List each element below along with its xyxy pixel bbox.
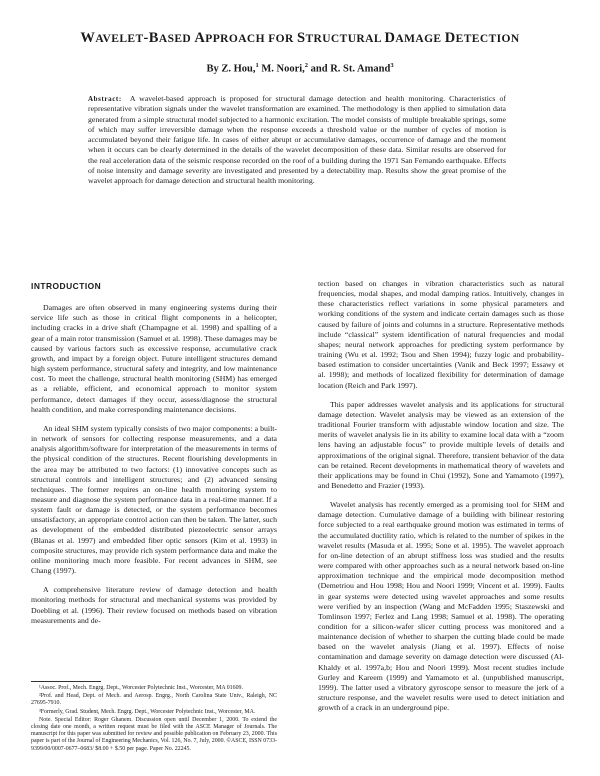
author-3-mark: 3 [390,62,394,69]
abstract-text: A wavelet-based approach is proposed for structural damage detection and health monitoring. Characteristics of representative vibration signals under the wavelet transformation are examined. The methodology is then applied to simulation data generated from a simple structural model subjected to a harmonic excitation. The model consists of multiple breakable springs, some of which may suffer irreversible damage when the response exceeds a threshold value or the number of cycles of motion is accumulated beyond their fatigue life. In cases of either abrupt or accumulative damages, occurrence of damage and the moment when it occurs can be clearly determined in the details of the wavelet decomposition of these data. Similar results are observed for the real acceleration data of the seismic response recorded on the roof of a building during the 1971 San Fernando earthquake. Effects of noise intensity and damage severity are investigated and presented by a detectability map. Results show the great promise of the wavelet approach for damage detection and structural health monitoring. [88,94,507,186]
author-2: M. Noori, [258,63,305,75]
author-line [0,62,600,75]
footnote: ²Prof. and Head, Dept. of Mech. and Aerosp. Engrg., North Carolina State Univ., Raleigh, NC 27695-7910. [31,693,277,707]
body-paragraph: An ideal SHM system typically consists of two major components: a built-in network of sensors for collecting response measurements, and a data analysis algorithm/software for interpretation of the measurements in terms of the physical condition of the structures. Recent flourishing developments in the area may be attributed to two factors: (1) innovative concepts such as structural controls and intelligent structures; and (2) advanced sensing techniques. The former requires an on-line health monitoring system to measure and diagnose the system performance data in a real-time manner. If a system fault or damage is detected, or the system performance becomes unsatisfactory, an appropriate control action can then be taken. The latter, such as development of the embedded distributed piezoelectric sensor arrays (Blanas et al. 1997) and embedded fiber optic sensors (Kim et al. 1993) in composite structures, may provide rich system performance data and make the online monitoring much more feasible. For recent advances in SHM, see Chang (1997). [31,423,277,576]
body-paragraph: A comprehensive literature review of damage detection and health monitoring methods for structural and mechanical systems was provided by Doebling et al. (1996). Their review focused on methods based on vibration measurements and de- [31,585,277,625]
abstract [88,94,506,187]
footnote-divider [31,681,101,682]
abstract-label: Abstract: [88,95,122,103]
left-column [31,281,277,635]
right-column [318,279,564,722]
body-paragraph: Wavelet analysis has recently emerged as a promising tool for SHM and damage detection. Cumulative damage of a building with bilinear restoring force subjected to a real earthquake ground motion was estimated in terms of the accumulated ductility ratio, which is related to the number of spikes in the wavelet results (Masuda et al. 1995; Sone et al. 1995). The wavelet approach for on-line detection of an abrupt stiffness loss was studied and the results were compared with other approaches such as a neural network based on-line approximation technique and the empirical mode decomposition method (Demetriou and Hou 1998; Hou and Noori 1999; Vincent et al. 1999). Faults in gear systems were detected using wavelet approaches and some results were verified by an inspection (Wang and McFadden 1995; Staszewski and Tomlinson 1997; Ferlez and Lang 1998; Samuel et al. 1998). The operating condition for a silicon-wafer slicer cutting process was monitored and a maintenance decision of whether to sharpen the cutting blade could be made based on the wavelet analysis (Jiang et al. 1997). Effects of noise contamination and damage severity on damage detection were discussed (Al-Khaldy et al. 1997a,b; Hou and Noori 1999). Most recent studies include Gurley and Kareem (1999) and Yamamoto et al. (unpublished manuscript, 1999). The latter used a vibratory gyroscope sensor to measure the jerk of a structure response, and the wavelet results were used to detect initiation and growth of a crack in an underground pipe. [318,500,564,713]
body-paragraph: Damages are often observed in many engineering systems during their service life such as those in critical flight components in a helicopter, including cracks in a drive shaft (Champagne et al. 1998) and spalling of a gear of a main rotor transmission (Samuel et al. 1998). These damages may be caused by various factors such as excessive response, accumulative crack growth, and impact by a foreign object. Future intelligent structures demand high system performance, structural safety and integrity, and low maintenance cost. To meet the challenge, structural health monitoring (SHM) has emerged as a reliable, efficient, and economical approach to monitor system performance, detect damages if they occur, assess/diagnose the structural health condition, and make corresponding maintenance decisions. [31,303,277,414]
body-paragraph: tection based on changes in vibration characteristics such as natural frequencies, modal shapes, and modal damping ratios. Intuitively, changes in these characteristics reflect variations in some physical parameters and working conditions of the system and indicate certain damages such as those caused by failure of joints and columns in a structure. Representative methods include “classical” system identification of natural frequencies and modal shapes; neural network approaches for predicting system performance by training (Wu et al. 1992; Tsou and Shen 1994); fuzzy logic and probability-based estimation to consider uncertainties (Vanik and Beck 1997; Essawy et al. 1998); and methods of localized flexibility for determination of damage location (Reich and Park 1997). [318,279,564,390]
author-2-mark: 2 [304,62,309,69]
footnote: ³Formerly, Grad. Student, Mech. Engrg. Dept., Worcester Polytechnic Inst., Worcester, MA. [39,708,256,715]
body-paragraph: This paper addresses wavelet analysis and its applications for structural damage detection. Wavelet analysis may be viewed as an extension of the traditional Fourier transform with adjustable window location and size. The merits of wavelet analysis lie in its ability to examine local data with a “zoom lens having an adjustable focus” to provide multiple levels of details and approximations of the original signal. Therefore, transient behavior of the data can be retained. Recent developments in mathematical theory of wavelets and their applications may be found in Chui (1992), Sone and Yamamoto (1997), and Benedetto and Frazier (1993). [318,399,564,490]
footnotes [31,685,277,754]
footnote: Note. Special Editor: Roger Ghanem. Discussion open until December 1, 2000. To extend the closing date one month, a written request must be filed with the ASCE Manager of Journals. The manuscript for this paper was submitted for review and possible publication on February 23, 2000. This paper is part of the Journal of Engineering Mechanics, Vol. 126, No. 7, July, 2000. ©ASCE, ISSN 0733-9399/00/0007-0677–0683/ $8.00 + $.50 per page. Paper No. 22245. [31,716,277,752]
author-1-mark: 1 [255,62,259,69]
introduction-heading: INTRODUCTION [31,281,102,291]
author-1: By Z. Hou, [206,63,256,75]
paper-title: WAVELET-BASED APPROACH FOR STRUCTURAL DAMAGE DETECTION [80,30,520,46]
author-3: and R. St. Amand [308,63,391,75]
footnote: ¹Assoc. Prof., Mech. Engrg. Dept., Worcester Polytechnic Inst., Worcester, MA 01609. [39,685,243,691]
